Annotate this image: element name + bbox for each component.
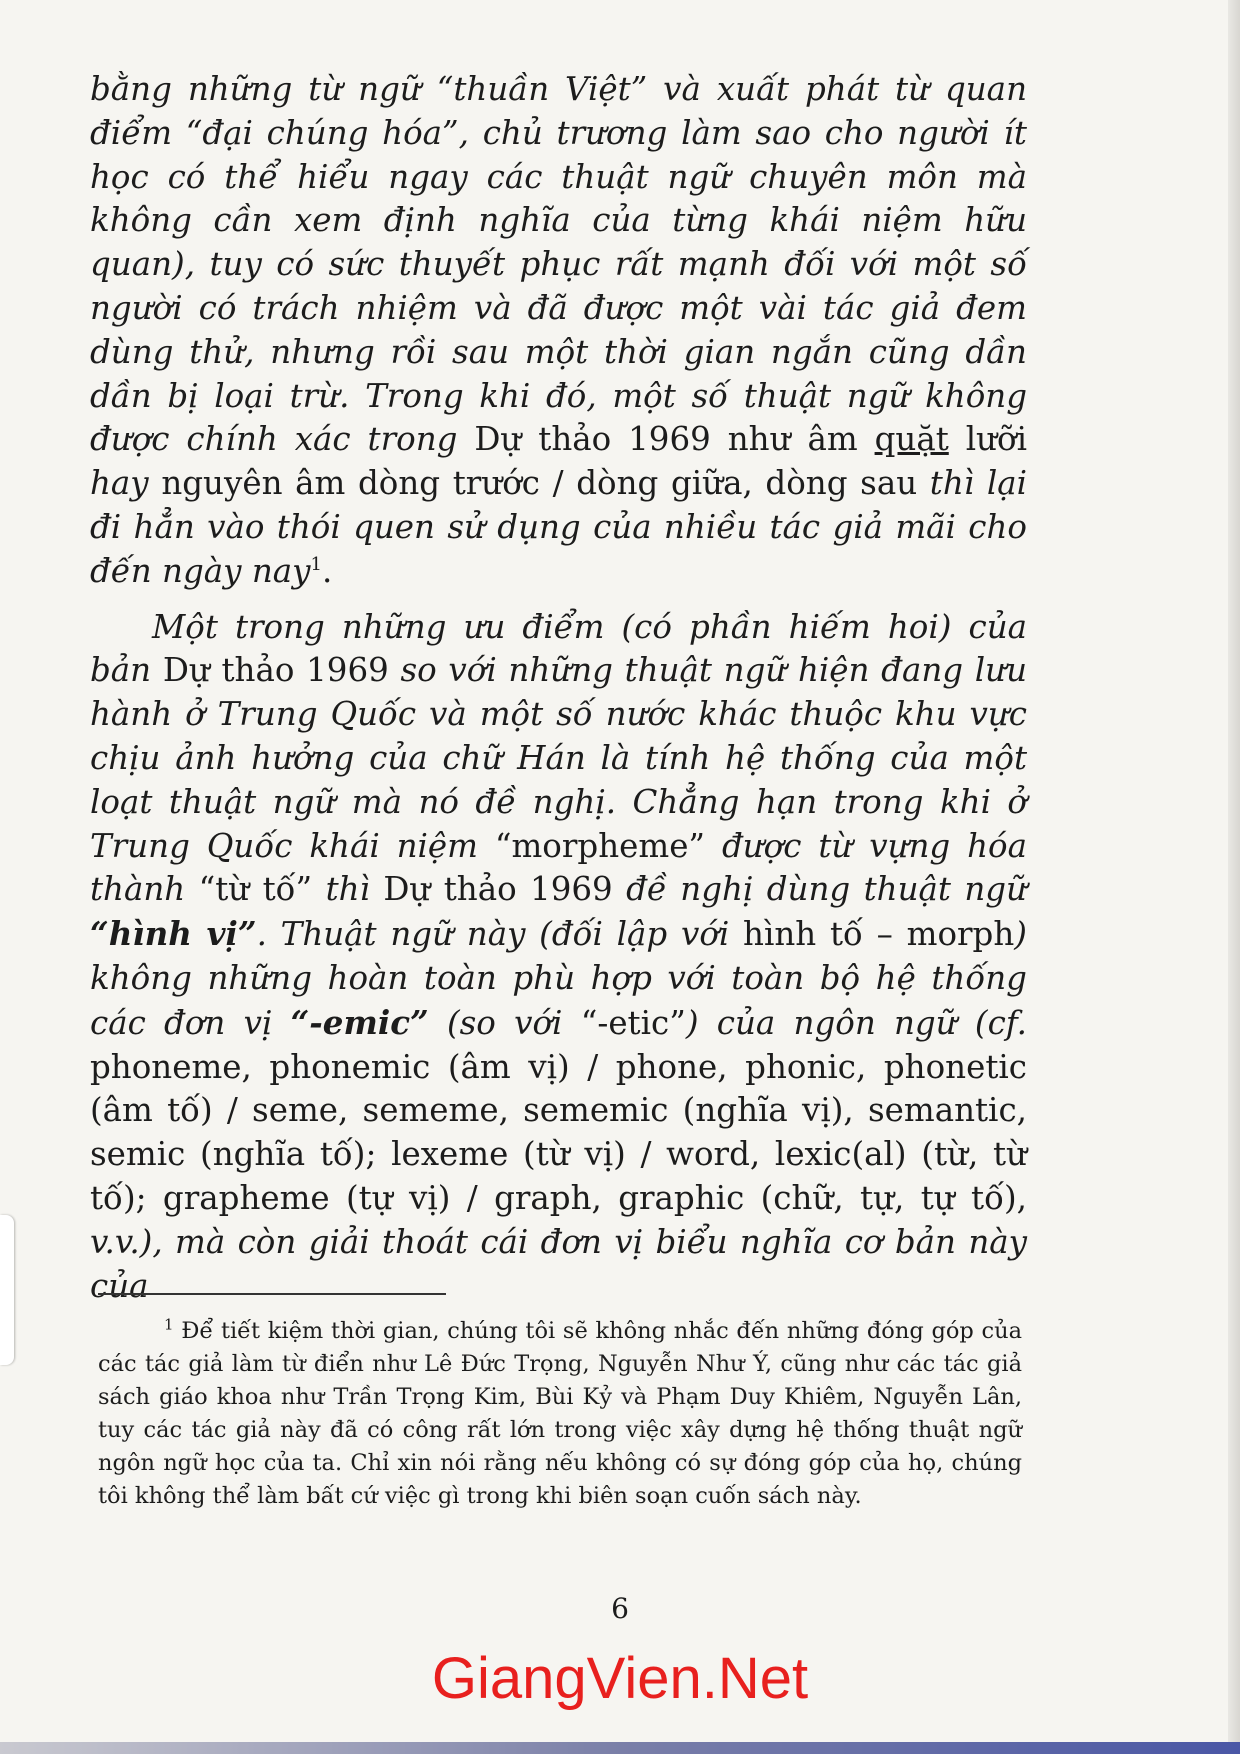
p1-underlined-word: quặt bbox=[874, 420, 949, 459]
binding-tab bbox=[0, 1215, 14, 1365]
paragraph-2 bbox=[90, 606, 1027, 1309]
p2-text-9: đề nghị dùng thuật ngữ bbox=[626, 870, 1027, 909]
bottom-edge bbox=[0, 1742, 1240, 1754]
p2-text-11: . Thuật ngữ này (đối lập với bbox=[256, 915, 730, 954]
p2-text-15: (so với bbox=[446, 1003, 563, 1042]
footnote-text: Để tiết kiệm thời gian, chúng tôi sẽ không nhắc đến những đóng góp của các tác giả làm từ điển như Lê Đức Trọng, Nguyễn Như Ý, cũng như các tác giả sách giáo khoa như Trần Trọng Kim, Bùi Kỷ và Phạm Duy Khiêm, Nguyễn Lân, tuy các tác giả này đã có công rất lớn trong việc xây dựng hệ thống thuật ngữ ngôn ngữ học của ta. Chỉ xin nói rằng nếu không có sự đóng góp của họ, chúng tôi không thể làm bất cứ việc gì trong khi biên soạn cuốn sách này. bbox=[98, 1318, 1022, 1509]
p2-text-2: Dự thảo 1969 bbox=[162, 651, 389, 690]
p2-text-5: được từ vựng hóa thành bbox=[90, 826, 1027, 909]
page-number: 6 bbox=[611, 1592, 629, 1625]
p2-text-17: ) của ngôn ngữ (cf. bbox=[685, 1003, 1028, 1042]
p1-text-6: nguyên âm dòng trước / dòng giữa, dòng sau bbox=[161, 464, 918, 503]
p2-text-16: “-etic” bbox=[580, 1003, 686, 1042]
paragraph-1 bbox=[90, 68, 1027, 594]
p1-text-8: . bbox=[322, 551, 333, 590]
p2-text-13: ) không những hoàn toàn phù hợp với toàn bộ hệ thống các đơn vị bbox=[90, 915, 1027, 1042]
watermark: GiangVien.Net bbox=[431, 1646, 809, 1711]
p2-text-8: Dự thảo 1969 bbox=[383, 870, 613, 909]
p1-text-1: bằng những từ ngữ “thuần Việt” và xuất phát từ quan điểm “đại chúng hóa”, chủ trương làm sao cho người ít học có thể hiểu ngay các thuật ngữ chuyên môn mà không cần xem định nghĩa của từng khái niệm hữu quan), tuy có sức thuyết phục rất mạnh đối với một số người có trách nhiệm và đã được một vài tác giả đem dùng thử, nhưng rồi sau một thời gian ngắn cũng dần dần bị loại trừ. Trong khi đó, một số thuật ngữ không được chính xác trong bbox=[90, 70, 1027, 459]
p2-text-19: v.v.), mà còn giải thoát cái đơn vị biểu nghĩa cơ bản này của bbox=[90, 1222, 1027, 1305]
p1-text-7: thì lại đi hẳn vào thói quen sử dụng của nhiều tác giả mãi cho đến ngày nay bbox=[90, 464, 1027, 590]
page-edge bbox=[1228, 0, 1240, 1754]
p1-text-4: lưỡi bbox=[965, 420, 1027, 459]
p2-term-emic: “-emic” bbox=[290, 1002, 429, 1042]
p2-text-18: phoneme, phonemic (âm vị) / phone, phonic, phonetic (âm tố) / seme, sememe, sememic (nghĩa vị), semantic, semic (nghĩa tố); lexeme (từ vị) / word, lexic(al) (từ, từ tố); grapheme (tự vị) / graph, graphic (chữ, tự, tự tố), bbox=[90, 1047, 1027, 1217]
p2-text-4: “morpheme” bbox=[494, 826, 706, 865]
p2-text-7: thì bbox=[325, 870, 370, 909]
p2-text-12: hình tố – morph bbox=[743, 915, 1015, 954]
footnote-number: 1 bbox=[164, 1315, 174, 1334]
p2-text-6: “từ tố” bbox=[198, 870, 313, 909]
p2-text-3: so với những thuật ngữ hiện đang lưu hành ở Trung Quốc và một số nước khác thuộc khu vực chịu ảnh hưởng của chữ Hán là tính hệ thống của một loạt thuật ngữ mà nó đề nghị. Chẳng hạn trong khi ở Trung Quốc khái niệm bbox=[90, 651, 1027, 865]
footnote bbox=[98, 1315, 1022, 1513]
body-text bbox=[90, 68, 1027, 1308]
p1-text-5: hay bbox=[90, 464, 149, 503]
footnote-ref: 1 bbox=[310, 553, 322, 575]
p2-text-1: Một trong những ưu điểm (có phần hiếm hoi) của bản bbox=[90, 607, 1027, 690]
footnote-divider bbox=[98, 1293, 446, 1295]
p1-text-2: Dự thảo 1969 như âm bbox=[474, 420, 858, 459]
p2-term-hinh-vi: “hình vị” bbox=[90, 914, 257, 954]
